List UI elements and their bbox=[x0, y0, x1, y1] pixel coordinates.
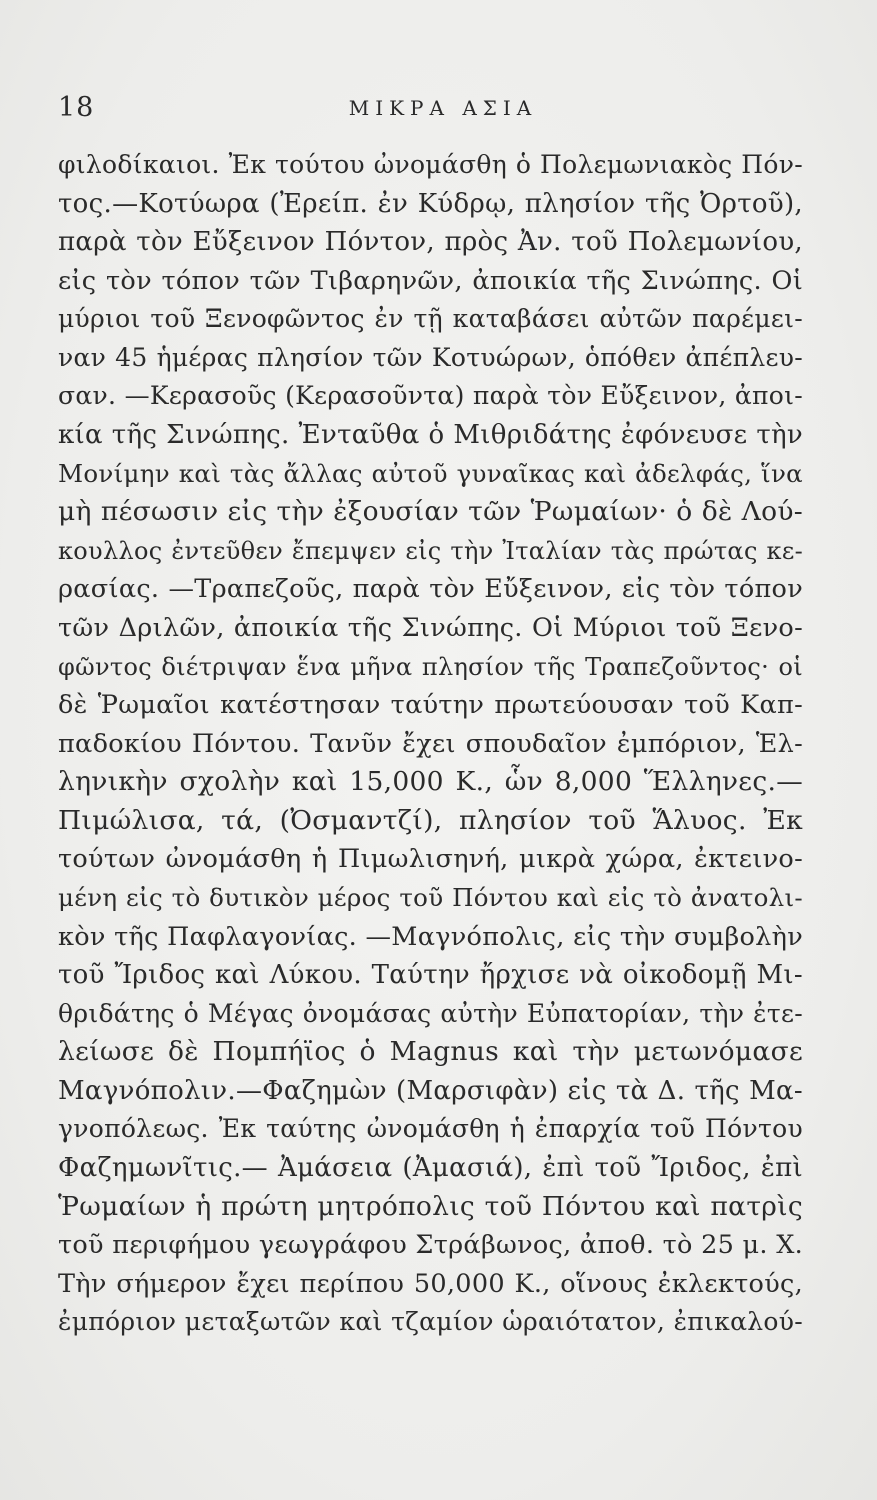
running-head bbox=[58, 92, 808, 128]
text-line: σαν. —Κερασοῦς (Κερασοῦντα) παρὰ τὸν Εὔξεινον, ἀποι- bbox=[58, 381, 803, 411]
text-line: Φαζημωνῖτις.— Ἀμάσεια (Ἀμασιά), ἐπὶ τοῦ Ἴριδος, ἐπὶ bbox=[58, 1153, 803, 1184]
text-line: μὴ πέσωσιν εἰς τὴν ἐξουσίαν τῶν Ῥωμαίων· ὁ δὲ Λού- bbox=[58, 496, 803, 528]
text-line: τούτων ὠνομάσθη ἡ Πιμωλισηνή, μικρὰ χώρα, ἐκτεινο- bbox=[58, 844, 803, 875]
text-line: παδοκίου Πόντου. Τανῦν ἔχει σπουδαῖον ἐμπόριον, Ἑλ- bbox=[58, 728, 803, 759]
body-text bbox=[58, 146, 803, 1342]
text-line: Μονίμην καὶ τὰς ἄλλας αὐτοῦ γυναῖκας καὶ ἀδελφάς, ἵνα bbox=[58, 458, 803, 488]
text-line: τῶν Δριλῶν, ἀποικία τῆς Σινώπης. Οἱ Μύριοι τοῦ Ξενο- bbox=[58, 612, 803, 643]
text-line: ληνικὴν σχολὴν καὶ 15,000 Κ., ὧν 8,000 Ἕλληνες.— bbox=[58, 766, 803, 798]
text-line: φιλοδίκαιοι. Ἐκ τούτου ὠνομάσθη ὁ Πολεμωνιακὸς Πόν- bbox=[58, 150, 803, 179]
text-line: τοῦ περιφήμου γεωγράφου Στράβωνος, ἀποθ. τὸ 25 μ. Χ. bbox=[58, 1230, 804, 1261]
text-line: κὸν τῆς Παφλαγονίας. —Μαγνόπολις, εἰς τὴν συμβολὴν bbox=[58, 921, 803, 952]
running-title: ΜΙΚΡΑ ΑΣΙΑ bbox=[348, 96, 538, 120]
text-line: τος.—Κοτύωρα (Ἐρείπ. ἐν Κύδρῳ, πλησίον τῆς Ὀρτοῦ), bbox=[58, 188, 803, 219]
text-line: παρὰ τὸν Εὔξεινον Πόντον, πρὸς Ἀν. τοῦ Πολεμωνίου, bbox=[58, 227, 803, 258]
text-line: μένη εἰς τὸ δυτικὸν μέρος τοῦ Πόντου καὶ εἰς τὸ ἀνατολι- bbox=[58, 882, 803, 912]
text-line: Μαγνόπολιν.—Φαζημὼν (Μαρσιφὰν) εἰς τὰ Δ. τῆς Μα- bbox=[58, 1075, 803, 1106]
page-number: 18 bbox=[58, 92, 95, 123]
text-line: δὲ Ῥωμαῖοι κατέστησαν ταύτην πρωτεύουσαν τοῦ Καπ- bbox=[58, 690, 803, 721]
text-line: εἰς τὸν τόπον τῶν Τιβαρηνῶν, ἀποικία τῆς Σινώπης. Οἱ bbox=[58, 265, 803, 296]
text-line: Πιμώλισα, τά, (Ὀσμαντζί), πλησίον τοῦ Ἅλυος. Ἐκ bbox=[58, 804, 803, 836]
text-line: ρασίας. —Τραπεζοῦς, παρὰ τὸν Εὔξεινον, εἰς τὸν τόπον bbox=[58, 574, 803, 605]
text-line: κουλλος ἐντεῦθεν ἔπεμψεν εἰς τὴν Ἰταλίαν τὰς πρώτας κε- bbox=[58, 536, 803, 565]
text-line: λείωσε δὲ Πομπήϊος ὁ Magnus καὶ τὴν μετωνόμασε bbox=[58, 1036, 803, 1068]
text-line: κία τῆς Σινώπης. Ἐνταῦθα ὁ Μιθριδάτης ἐφόνευσε τὴν bbox=[58, 420, 803, 451]
text-line: Ῥωμαίων ἡ πρώτη μητρόπολις τοῦ Πόντου καὶ πατρὶς bbox=[58, 1190, 803, 1222]
text-line: ἐμπόριον μεταξωτῶν καὶ τζαμίον ὡραιότατον, ἐπικαλού- bbox=[58, 1307, 803, 1337]
text-line: θριδάτης ὁ Μέγας ὀνομάσας αὐτὴν Εὐπατορίαν, τὴν ἐτε- bbox=[58, 998, 803, 1028]
text-line: ναν 45 ἡμέρας πλησίον τῶν Κοτυώρων, ὁπόθεν ἀπέπλευ- bbox=[58, 342, 803, 372]
text-line: φῶντος διέτριψαν ἕνα μῆνα πλησίον τῆς Τραπεζοῦντος· οἱ bbox=[58, 652, 803, 681]
text-line: μύριοι τοῦ Ξενοφῶντος ἐν τῇ καταβάσει αὐτῶν παρέμει- bbox=[58, 304, 803, 334]
text-line: Τὴν σήμερον ἔχει περίπου 50,000 Κ., οἵνους ἐκλεκτούς, bbox=[58, 1268, 803, 1299]
text-line: γνοπόλεως. Ἐκ ταύτης ὠνομάσθη ἡ ἐπαρχία τοῦ Πόντου bbox=[58, 1114, 803, 1144]
text-line: τοῦ Ἴριδος καὶ Λύκου. Ταύτην ἤρχισε νὰ οἰκοδομῇ Μι- bbox=[58, 960, 803, 991]
